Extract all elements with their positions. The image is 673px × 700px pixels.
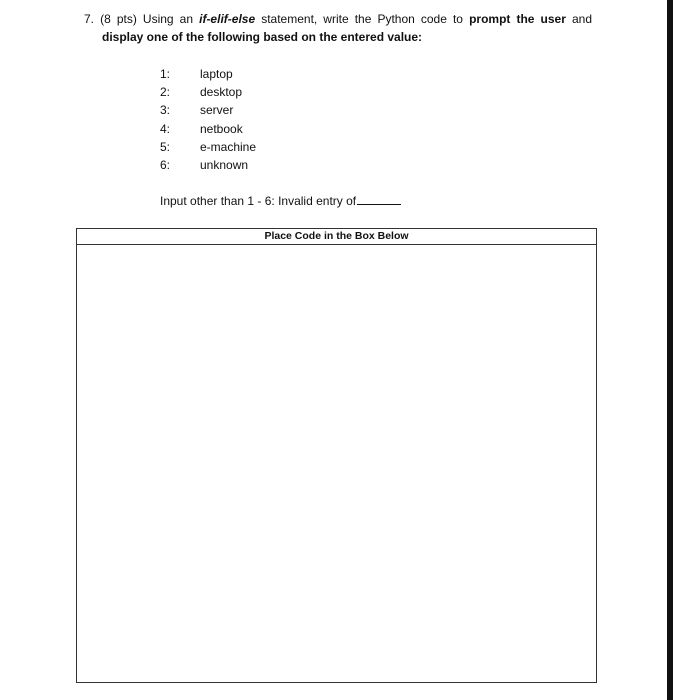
- invalid-entry-line: [160, 192, 401, 210]
- question-number: 7.: [84, 12, 95, 26]
- option-item: [160, 65, 256, 83]
- option-item: [160, 120, 256, 138]
- option-key: 1:: [160, 67, 171, 81]
- option-value: e-machine: [200, 139, 257, 154]
- option-item: [160, 101, 256, 119]
- question-text-a: Using an: [142, 12, 194, 26]
- fill-in-blank: [357, 192, 401, 205]
- question-bold-phrase: prompt the user: [469, 12, 566, 26]
- option-value: desktop: [200, 85, 243, 100]
- code-answer-area[interactable]: [77, 245, 596, 682]
- option-key: 5:: [160, 139, 171, 154]
- option-key: 6:: [160, 157, 171, 172]
- option-key: 4:: [160, 121, 171, 136]
- option-key: 2:: [160, 85, 171, 100]
- options-list: [160, 65, 256, 174]
- option-value: server: [200, 103, 234, 118]
- option-item: [160, 83, 256, 101]
- question-text-b: statement, write the Python code to: [261, 12, 463, 26]
- option-item: [160, 156, 256, 174]
- option-value: unknown: [200, 157, 249, 172]
- question-block: [84, 10, 592, 46]
- page-edge: [667, 0, 673, 700]
- code-box-header: Place Code in the Box Below: [77, 229, 596, 245]
- question-keyword: if-elif-else: [199, 12, 256, 26]
- question-points: (8 pts): [100, 12, 137, 26]
- question-line-2: display one of the following based on the entered value:: [102, 30, 423, 44]
- option-item: [160, 138, 256, 156]
- invalid-entry-text: Input other than 1 - 6: Invalid entry of: [160, 194, 357, 208]
- question-line-1: [84, 10, 592, 28]
- option-value: laptop: [200, 67, 233, 81]
- option-value: netbook: [200, 121, 243, 136]
- code-answer-box: [76, 228, 597, 683]
- question-text-c: and: [571, 12, 592, 26]
- option-key: 3:: [160, 103, 171, 118]
